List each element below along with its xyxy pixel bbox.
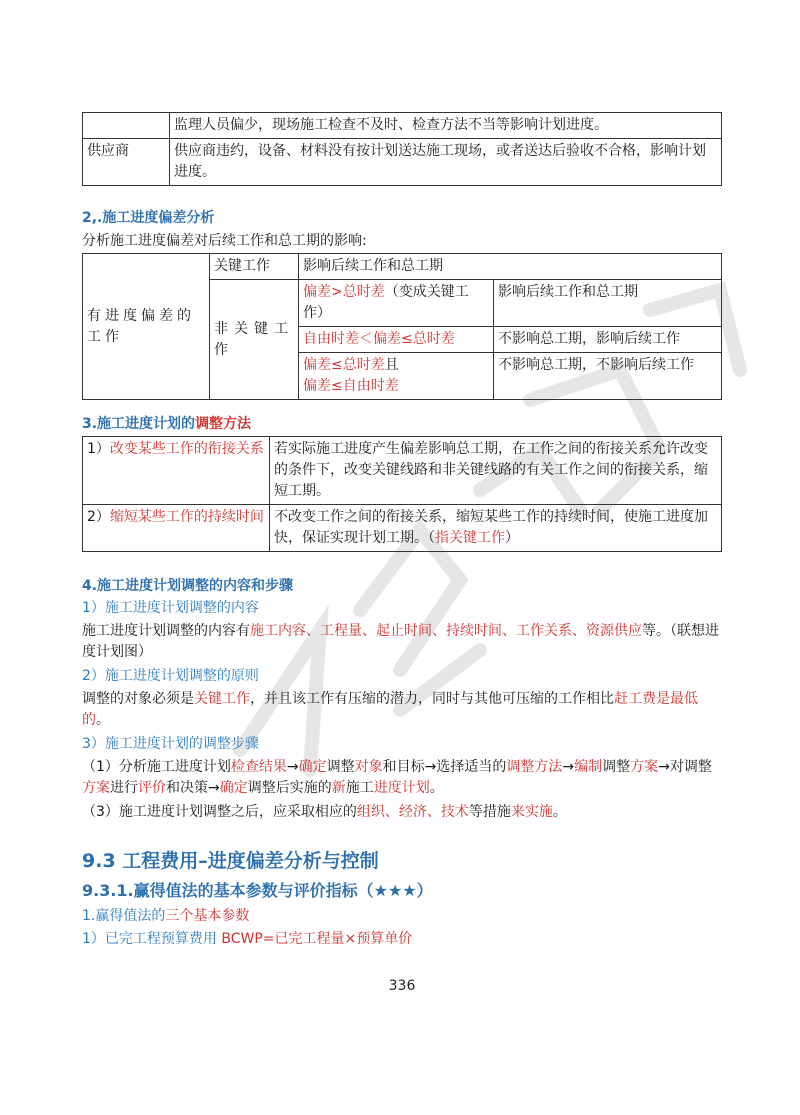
text-run: → xyxy=(286,759,299,775)
text-run: 施工 xyxy=(345,780,374,796)
text-run: 调整 xyxy=(602,759,631,775)
table-cell: 关键工作 xyxy=(210,254,299,280)
table-cell: 若实际施工进度产生偏差影响总工期，在工作之间的衔接关系允许改变的条件下，改变关键线路和非关键线路的有关工作之间的衔接关系，缩短工期。 xyxy=(270,437,722,505)
section-heading: 2,.施工进度偏差分析 xyxy=(82,210,215,226)
text-run: 。 xyxy=(552,804,567,820)
text-run: 评价 xyxy=(138,780,166,796)
table-cell: 供应商违约，设备、材料没有按计划送达施工现场，或者送达后验收不合格，影响计划进度。 xyxy=(170,139,722,186)
subheading: 1）施工进度计划调整的内容 xyxy=(82,600,259,616)
deviation-table xyxy=(82,253,722,400)
text-run: 组织、经济、技术 xyxy=(356,804,469,820)
paragraph: 调整的对象必须是关键工作，并且该工作有压缩的潜力，同时与其他可压缩的工作相比赶工费是最低的。 xyxy=(82,691,698,728)
subsection-heading: 9.3.1.赢得值法的基本参数与评价指标（★★★） xyxy=(82,881,433,900)
table-cell: 1）改变某些工作的衔接关系 xyxy=(83,437,270,505)
text-run: 调整后实施的 xyxy=(247,780,332,796)
section-heading: 4.施工进度计划调整的内容和步骤 xyxy=(82,578,294,594)
table-cell: 不影响总工期，不影响后续工作 xyxy=(494,353,722,400)
subheading: 1.赢得值法的三个基本参数 xyxy=(82,908,250,924)
table-cell: 不改变工作之间的衔接关系，缩短某些工作的持续时间，使施工进度加快，保证实现计划工期。（指关键工作） xyxy=(270,505,722,552)
table-cell: 非关键工作 xyxy=(210,280,299,400)
text-run: 进行 xyxy=(110,780,138,796)
text-run: 调整方法 xyxy=(506,759,563,775)
text-run: 确定 xyxy=(219,780,248,796)
chapter-heading: 9.3 工程费用–进度偏差分析与控制 xyxy=(82,850,379,872)
adjust-method-table xyxy=(82,436,722,552)
table-cell: 影响后续工作和总工期 xyxy=(299,254,722,280)
text-run: （3）施工进度计划调整之后，应采取相应的 xyxy=(82,804,357,820)
paragraph-measures xyxy=(82,802,722,823)
text-run: 调整 xyxy=(326,759,355,775)
text-run: 方案 xyxy=(630,759,659,775)
table-cell: 有进度偏差的工作 xyxy=(83,254,210,400)
text-run: 方案 xyxy=(82,780,110,796)
text-run: 进度计划 xyxy=(373,780,430,796)
text-run: 新 xyxy=(331,780,346,796)
table-cell: 偏差>总时差（变成关键工作） xyxy=(299,280,494,327)
page-number: 336 xyxy=(388,978,416,994)
text-run: （1）分析施工进度计划 xyxy=(82,759,231,775)
text-run: 来实施 xyxy=(510,804,553,820)
text-run: 检查结果 xyxy=(230,759,287,775)
text-run: 和决策→ xyxy=(166,780,220,796)
table-cell: 自由时差＜偏差≤总时差 xyxy=(299,327,494,353)
table-cell: 偏差≤总时差且 偏差≤自由时差 xyxy=(299,353,494,400)
paragraph: 分析施工进度偏差对后续工作和总工期的影响: xyxy=(82,233,367,249)
text-run: 。 xyxy=(429,780,444,796)
text-run: 确定 xyxy=(298,759,327,775)
table-cell: 不影响总工期，影响后续工作 xyxy=(494,327,722,353)
table-cell: 供应商 xyxy=(83,139,170,186)
table-cell: 影响后续工作和总工期 xyxy=(494,280,722,327)
text-run: 对象 xyxy=(354,759,383,775)
subheading: 2）施工进度计划调整的原则 xyxy=(82,668,259,684)
supplier-table xyxy=(82,112,722,186)
table-cell: 2）缩短某些工作的持续时间 xyxy=(83,505,270,552)
table-cell xyxy=(83,113,170,139)
paragraph: 施工进度计划调整的内容有施工内容、工程量、起止时间、持续时间、工作关系、资源供应等。（联想进度计划图） xyxy=(82,623,719,660)
text-run: →对调整 xyxy=(658,759,712,775)
text-run: 和目标→选择适当的 xyxy=(382,759,507,775)
text-run: 编制 xyxy=(574,759,603,775)
subheading: 3）施工进度计划的调整步骤 xyxy=(82,736,259,752)
text-run: → xyxy=(562,759,575,775)
paragraph-steps xyxy=(82,757,722,799)
subheading: 1）已完工程预算费用 BCWP=已完工程量×预算单价 xyxy=(82,931,413,947)
section-heading: 3.施工进度计划的调整方法 xyxy=(82,416,252,432)
text-run: 等措施 xyxy=(468,804,511,820)
table-cell: 监理人员偏少，现场施工检查不及时、检查方法不当等影响计划进度。 xyxy=(170,113,722,139)
